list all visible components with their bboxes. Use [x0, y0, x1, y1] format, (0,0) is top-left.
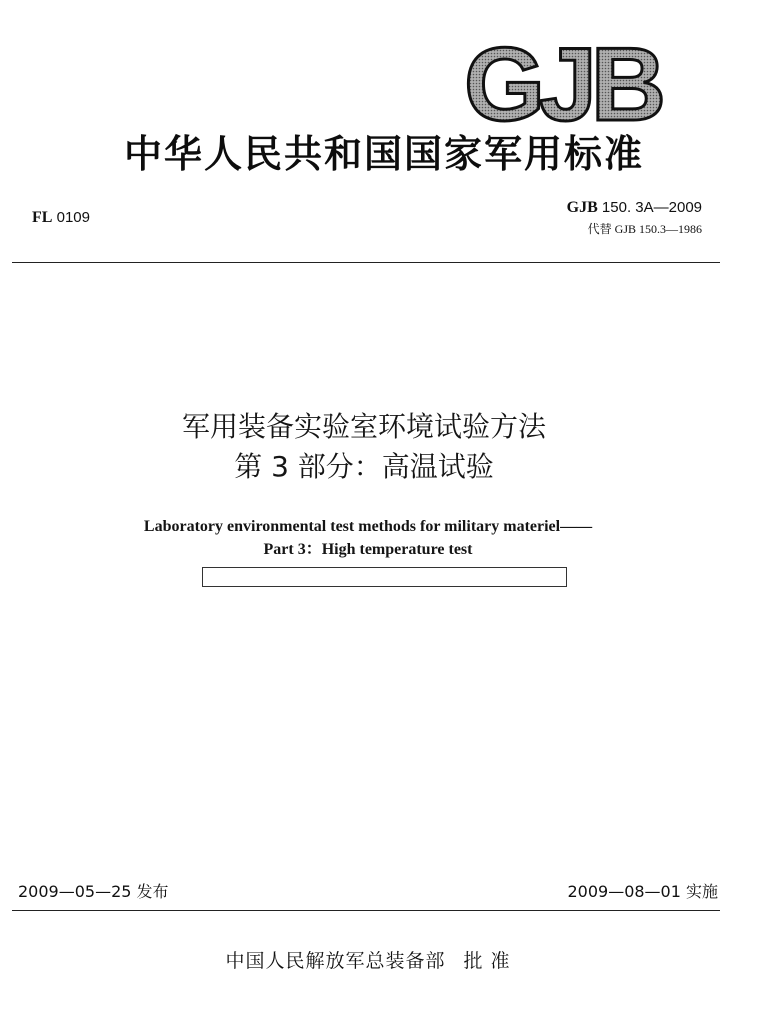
fl-number: 0109: [56, 209, 90, 226]
header-divider: [12, 262, 720, 263]
approve-label: 批 准: [463, 950, 511, 972]
fl-prefix: FL: [32, 209, 53, 226]
blank-box: [202, 567, 567, 587]
english-title-line-2: Part 3：High temperature test: [263, 541, 473, 558]
english-title-line-1: Laboratory environmental test methods for military materiel——: [143, 518, 593, 535]
standard-prefix: GJB: [566, 199, 598, 216]
approval-line: [0, 948, 736, 974]
implementation-date: 2009—08—01 实施: [567, 882, 718, 901]
gjb-logo: [448, 40, 676, 126]
issue-date: 2009—05—25 发布: [18, 882, 169, 901]
standard-number-value: 150. 3A—2009: [601, 199, 702, 216]
chinese-title-line-2: 第 3 部分：高温试验: [234, 450, 494, 483]
fl-code: [32, 208, 90, 228]
chinese-title-line-1: 军用装备实验室环境试验方法: [181, 410, 546, 443]
approver: 中国人民解放军总装备部: [225, 950, 446, 972]
footer-divider: [12, 910, 720, 911]
standard-title: 中华人民共和国国家军用标准: [123, 131, 644, 176]
replaces-standard: 代替 GJB 150.3—1986: [587, 222, 702, 236]
standard-number: [567, 198, 702, 218]
logo-text: GJB: [464, 40, 660, 126]
